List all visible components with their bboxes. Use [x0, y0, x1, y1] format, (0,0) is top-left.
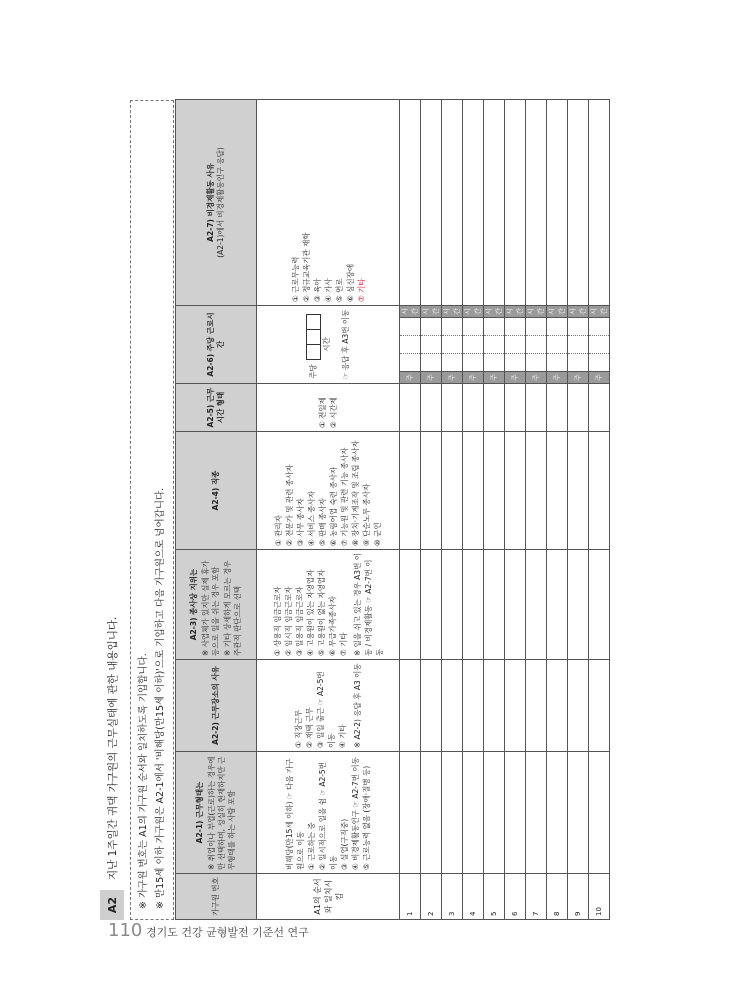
header-row: [176, 99, 257, 919]
survey-table: [175, 99, 610, 920]
header-a23: A2-3) 종사상 지위는 ※ 사업체가 있지만 실제 휴가 등으로 일을 쉬는 경우 포함 ※ 기타 상세하게 모르는 경우 주관적 판단으로 선택: [176, 550, 257, 660]
a22-options: ① 직장근무 ② 재택 근무 ③ 일일 출근 ☞ A2-5번 이동 ④ 기타 ※ A2-2) 응답 후 A3 이동: [257, 660, 400, 752]
hours-input-box: [306, 314, 321, 360]
table-row: 3 주 시간: [442, 99, 463, 919]
footer-title: 경기도 건강 균형발전 기준선 연구: [146, 926, 309, 939]
options-row: [257, 99, 400, 919]
note-2: ※ 만15세 이하 가구원은 A2-1에서 '비해당(만15세 이하)'으로 기입하고 다음 가구원으로 넘어갑니다.: [155, 487, 166, 909]
header-a26: A2-6) 주당 근로시간: [176, 305, 257, 383]
table-row: 5 주 시간: [484, 99, 505, 919]
table-row: 10 주 시간: [589, 99, 610, 919]
header-member-no: 가구원 번호: [176, 874, 257, 920]
table-row: 8 주 시간: [547, 99, 568, 919]
table-row: 1 주 시간: [400, 99, 421, 919]
rotated-page-content: [100, 100, 608, 920]
instruction-notes: [130, 100, 174, 920]
header-a25: A2-5) 근무시간 형태: [176, 384, 257, 432]
table-row: 2 주 시간: [421, 99, 442, 919]
header-a27: A2-7) 비경제활동 사유 (A2-1)에서 비경제활동인구 응답): [176, 99, 257, 305]
note-1: ※ 가구원 번호는 A1의 가구원 순서와 일치하도록 기입합니다.: [138, 653, 149, 909]
table-row: 6 주 시간: [505, 99, 526, 919]
a23-options: ① 상용직 임금근로자 ② 임시직 임금근로자 ③ 일용직 임금근로자 ④ 고용원이 있는 자영업자 ⑤ 고용원이 없는 자영업자 ⑥ 무급가족종사자 ⑦ 기타 ※ 일을 쉬고 있는 경우 A3번 이동 / 비경제활동 ☞ A2-7번 이동: [257, 550, 400, 660]
header-a24: A2-4) 직종: [176, 432, 257, 550]
page-number: 110: [108, 920, 143, 941]
question-badge: A2: [100, 890, 124, 920]
header-a22: A2-2) 근무장소의 사유: [176, 660, 257, 752]
table-row: 4 주 시간: [463, 99, 484, 919]
question-text: 지난 1주일간 귀댁 가구원의 근무실태에 관한 내용입니다.: [106, 616, 119, 880]
question-row: [100, 100, 124, 920]
member-order-label: A1의 순서와 일치시킴: [257, 874, 400, 920]
header-a21: A2-1) 근무형태는 ※ 취업이나 부업(근로)하는 경우에만 선택하며, 성실히 현재하지만 근무형태를 하는 사람 포함: [176, 752, 257, 874]
a25-options: ① 전일제 ② 시간제: [257, 384, 400, 432]
a21-options: 비해당(만15세 이하) ☞ 다음 가구원으로 이동 ① 근로하는 중 ② 일시적으로 일을 쉼 ☞ A2-5번 이동 ③ 실업(구직중) ④ 비경제활동인구 ☞ A2-7번 이동 ⑤ 근로능력 없음 (장애·질병 등): [257, 752, 400, 874]
table-row: 7 주 시간: [526, 99, 547, 919]
table-row: 9 주 시간: [568, 99, 589, 919]
a24-options: ① 관리자 ② 전문가 및 관련 종사자 ③ 사무 종사자 ④ 서비스 종사자 ⑤ 판매 종사자 ⑥ 농림어업 숙련 종사자 ⑦ 기능원 및 관련 기능 종사자 ⑧ 장치·기계조작 및 조립 종사자 ⑨ 단순노무 종사자 ⑩ 군인: [257, 432, 400, 550]
a27-options: ① 근로무능력 ② 정규교육기관 재학 ③ 육아 ④ 가사 ⑤ 연로 ⑥ 심신장애 ⑦ 기타: [257, 99, 400, 305]
a26-options: 주당 시간 ☞ 응답 후 A3번 이동: [257, 305, 400, 383]
